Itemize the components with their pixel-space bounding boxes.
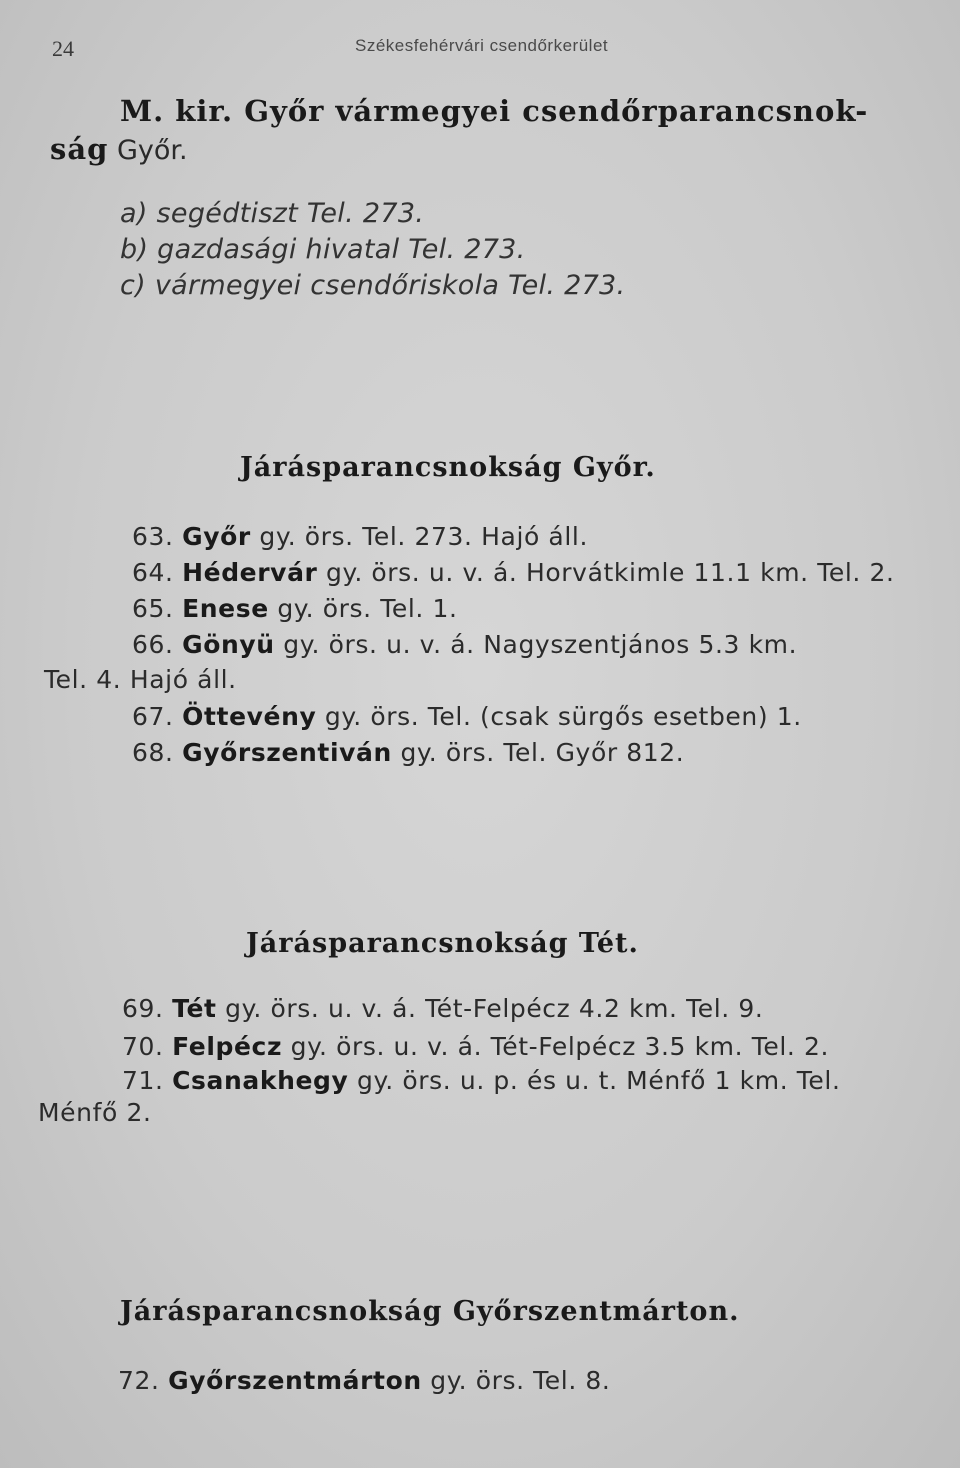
entry-64 [132,558,895,587]
section-title-tet: Járásparancsnokság Tét. [246,928,639,959]
entry-num: 70. [122,1032,173,1061]
entry-details: gy. örs. Tel. Győr 812. [391,738,685,767]
entry-name: Győrszentiván [182,738,392,767]
entry-name: Tét [172,994,217,1023]
entry-68 [132,738,684,767]
entry-name: Győr [182,522,251,551]
entry-details: gy. örs. Tel. (csak sürgős esetben) 1. [316,702,802,731]
entry-details: gy. örs. u. v. á. Horvátkimle 11.1 km. Tel. 2. [317,558,895,587]
sub-unit-a: a) segédtiszt Tel. 273. [120,198,425,229]
entry-name: Felpécz [172,1032,283,1061]
entry-details: gy. örs. u. v. á. Nagyszentjános 5.3 km. [274,630,798,659]
entry-num: 65. [132,594,183,623]
running-title: Székesfehérvári csendőrkerület [355,36,609,55]
sub-unit-c: c) vármegyei csendőriskola Tel. 273. [120,270,626,301]
entry-67 [132,702,802,731]
entry-name: Gönyü [182,630,275,659]
section-title-gyor: Járásparancsnokság Győr. [240,452,656,483]
entry-details: gy. örs. u. v. á. Tét-Felpécz 4.2 km. Tel. 9. [216,994,764,1023]
entry-num: 66. [132,630,183,659]
entry-details: gy. örs. Tel. 8. [421,1366,611,1395]
page-number: 24 [52,36,74,61]
entry-num: 64. [132,558,183,587]
entry-name: Csanakhegy [172,1066,349,1095]
entry-details: gy. örs. u. v. á. Tét-Felpécz 3.5 km. Tel. 2. [282,1032,830,1061]
entry-name: Hédervár [182,558,318,587]
entry-num: 72. [118,1366,169,1395]
section-title-gyorszentmarton: Járásparancsnokság Győrszentmárton. [120,1296,740,1327]
entry-num: 71. [122,1066,173,1095]
entry-num: 63. [132,522,183,551]
entry-num: 69. [122,994,173,1023]
entry-71-continued: Ménfő 2. [38,1098,152,1127]
entry-name: Győrszentmárton [168,1366,422,1395]
entry-71 [122,1066,840,1095]
entry-name: Enese [182,594,269,623]
sub-unit-b: b) gazdasági hivatal Tel. 273. [120,234,526,265]
main-heading-line2-rest: Győr. [108,135,188,166]
main-heading-line2 [50,132,188,166]
main-heading-line2-bold: ság [50,132,109,166]
entry-name: Öttevény [182,702,317,731]
entry-66 [132,630,797,659]
entry-65 [132,594,458,623]
entry-details: gy. örs. Tel. 1. [268,594,458,623]
entry-69 [122,994,763,1023]
main-heading-line1: M. kir. Győr vármegyei csendőrparancsnok- [120,94,869,128]
entry-num: 68. [132,738,183,767]
entry-66-continued: Tel. 4. Hajó áll. [44,665,237,694]
entry-70 [122,1032,829,1061]
entry-72 [118,1366,610,1395]
entry-num: 67. [132,702,183,731]
entry-details: gy. örs. u. p. és u. t. Ménfő 1 km. Tel. [348,1066,841,1095]
entry-details: gy. örs. Tel. 273. Hajó áll. [250,522,588,551]
entry-63 [132,522,588,551]
